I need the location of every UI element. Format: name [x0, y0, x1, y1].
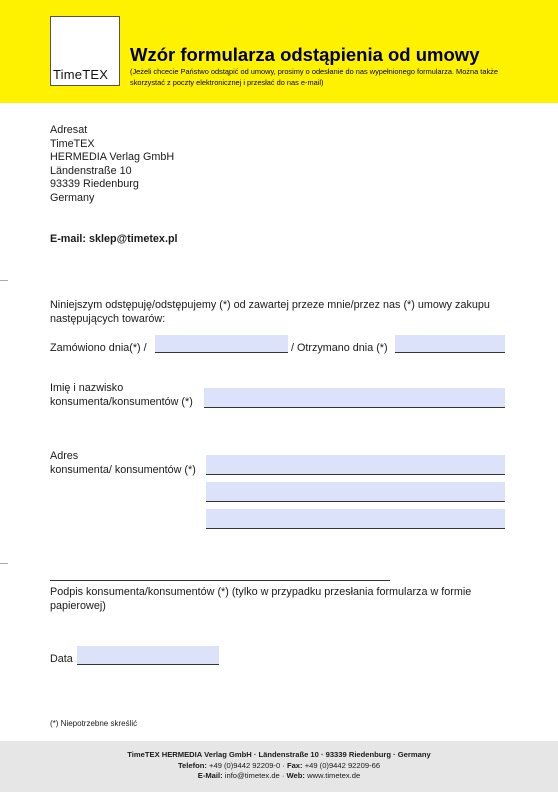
footer-contact-line: Telefon: +49 (0)9442 92209-0 · Fax: +49 (0)9442 92209-66 — [177, 760, 381, 770]
footer-web-line: E-Mail: info@timetex.de · Web: www.timetex.de — [197, 771, 361, 780]
address-label-line1: Adres — [50, 450, 79, 462]
address-label-line2: konsumenta/ konsumentów (*) — [50, 464, 196, 476]
consumer-address-field-2[interactable] — [206, 482, 505, 502]
fold-mark — [0, 280, 8, 281]
ordered-date-field[interactable] — [155, 335, 288, 353]
fax-label: Fax: — [286, 760, 303, 770]
footer-company-line: TimeTEX HERMEDIA Verlag GmbH · Ländenstraße 10 · 93339 Riedenburg · Germany — [127, 750, 431, 759]
address-line: Germany — [50, 191, 95, 204]
email-label: E-Mail: — [197, 771, 223, 780]
logo-text: TimeTEX — [53, 67, 109, 82]
consumer-address-field-1[interactable] — [206, 455, 505, 475]
signature-line[interactable] — [50, 580, 390, 581]
address-line: Ländenstraße 10 — [50, 164, 132, 177]
name-label-line1: Imię i nazwisko — [50, 382, 124, 394]
name-label-line2: konsumenta/konsumentów (*) — [50, 396, 193, 408]
fold-mark — [0, 563, 8, 564]
fax-value: +49 (0)9442 92209-66 — [304, 760, 381, 770]
page-title: Wzór formularza odstąpienia od umowy — [130, 44, 480, 65]
address-line: TimeTEX — [50, 137, 95, 150]
address-line: HERMEDIA Verlag GmbH — [50, 151, 175, 163]
page-subtitle: (Jeżeli chcecie Państwo odstąpić od umowy, prosimy o odesłanie do nas wypełnionego formularza. Można także skorzystać z poczty elektronicznej i przesłać do nas e-mail) — [130, 67, 498, 87]
header-banner — [0, 0, 558, 103]
address-line: Adresat — [50, 124, 88, 136]
received-date-label: / Otrzymano dnia (*) — [291, 342, 388, 354]
consumer-address-field-3[interactable] — [206, 509, 505, 529]
signature-label: Podpis konsumenta/konsumentów (*) (tylko w przypadku przesłania formularza w formie papierowej) — [50, 586, 472, 612]
phone-label: Telefon: — [177, 760, 207, 770]
web-value[interactable]: www.timetex.de — [307, 771, 361, 780]
email-value[interactable]: info@timetex.de — [224, 771, 280, 780]
timetex-logo — [50, 16, 120, 86]
ordered-date-label: Zamówiono dnia(*) / — [50, 342, 147, 354]
intro-text: Niniejszym odstępuję/odstępujemy (*) od zawartej przeze mnie/przez nas (*) umowy zakupu następujących towarów: — [50, 299, 490, 325]
footnote: (*) Niepotrzebne skreślić — [50, 719, 138, 728]
date-field[interactable] — [77, 646, 219, 665]
footer — [0, 741, 558, 792]
phone-value: +49 (0)9442 92209-0 — [209, 760, 281, 770]
web-label: Web: — [286, 771, 305, 780]
consumer-name-field[interactable] — [204, 388, 505, 408]
recipient-address — [50, 124, 174, 205]
date-label: Data — [50, 653, 73, 665]
received-date-field[interactable] — [395, 335, 505, 353]
recipient-email: E-mail: sklep@timetex.pl — [50, 233, 178, 245]
address-line: 93339 Riedenburg — [50, 178, 139, 190]
